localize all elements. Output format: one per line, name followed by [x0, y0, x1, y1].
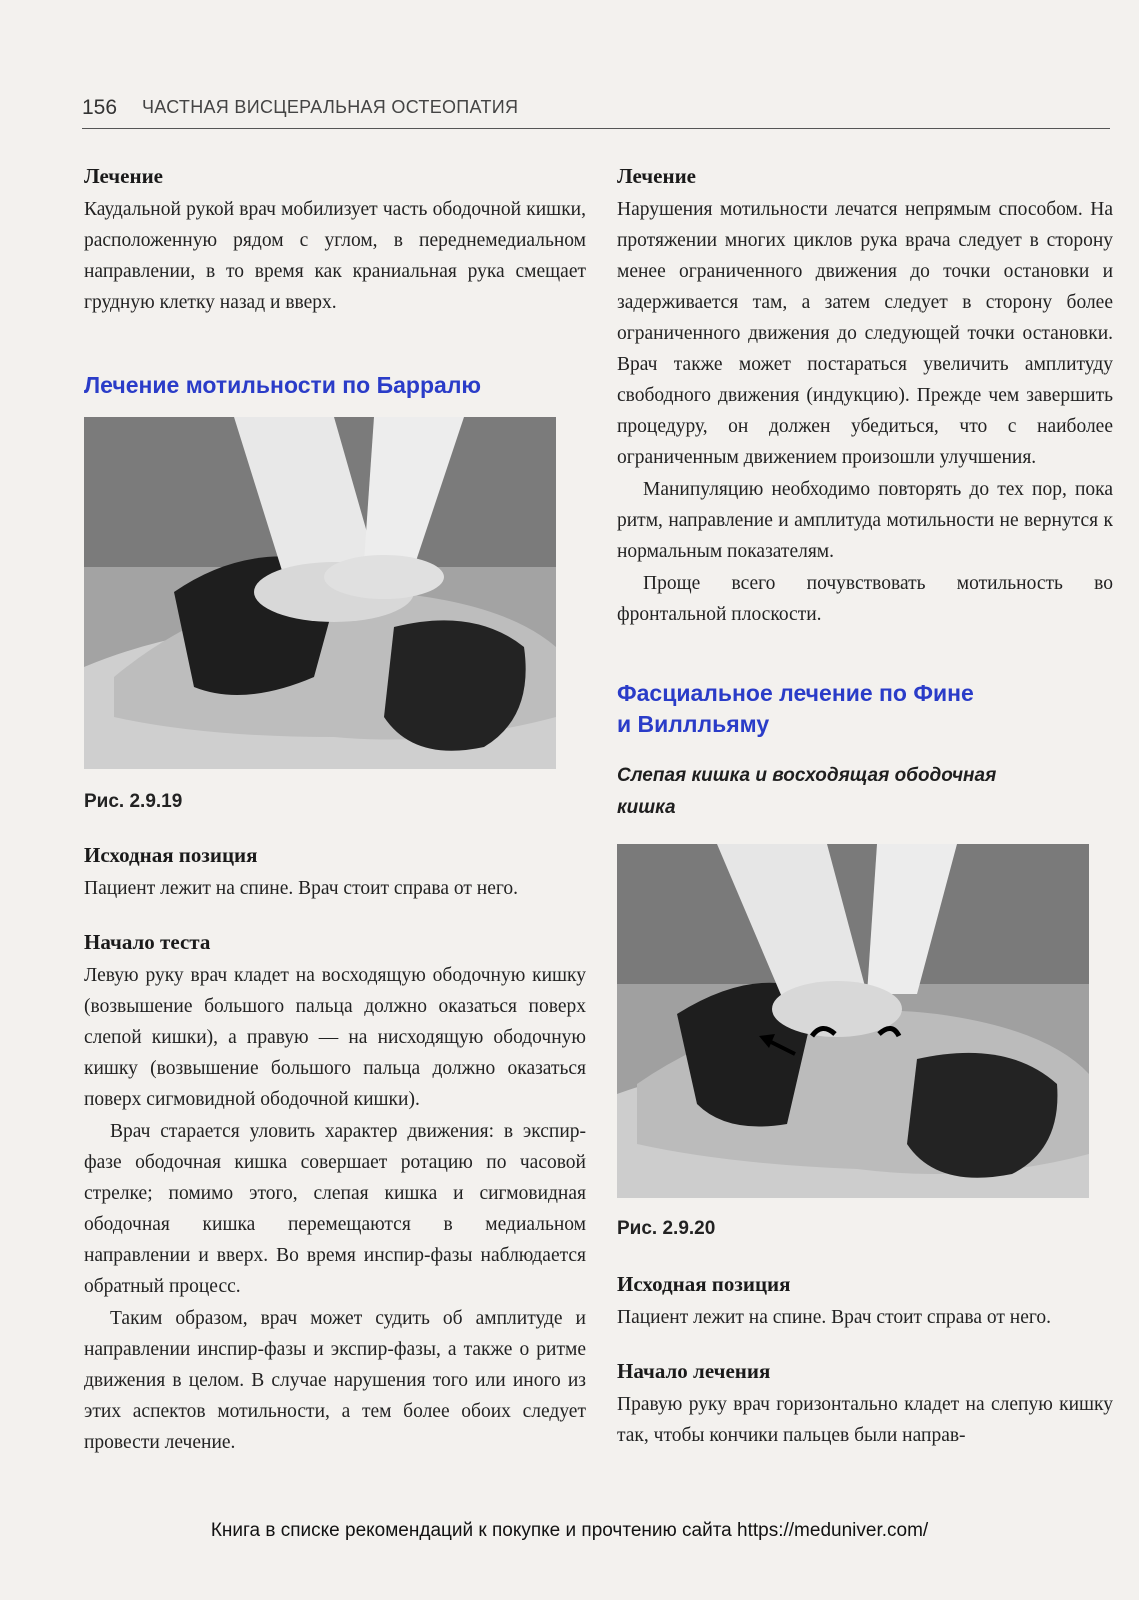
treatment-paragraph-1: Нарушения мотильности лечатся непрямым способом. На протяжении многих циклов рука врача следует в сторону менее ограниченного движения до точки остановки и задерживается там, а затем следует в сторону более ограниченного движения до следующей точки остановки. Врач также может постараться увеличить амплитуду свободного движения (индукцию). Прежде чем завершить процедуру, он должен убедиться, что с наиболее ограниченным движением произошли улучшения.	[617, 199, 1113, 468]
footer-note: Книга в списке рекомендаций к покупке и прочтению сайта https://meduniver.com/	[210, 1520, 929, 1541]
start-position-text-right: Пациент лежит на спине. Врач стоит справа от него.	[617, 1307, 1052, 1328]
treatment-paragraph-3: Проще всего почувствовать мотильность во фронтальной плоскости.	[617, 573, 1113, 625]
figure-photo-2-9-19	[84, 417, 556, 769]
section-title-fascial	[617, 678, 1113, 740]
left-column	[84, 164, 586, 1458]
start-position-text: Пациент лежит на спине. Врач стоит справа от него.	[84, 878, 519, 899]
section-title-fascial-line-1: Фасциальное лечение по Фине	[617, 680, 974, 706]
test-start-paragraph-2: Врач старается уловить характер движения: в экспир-фазе ободочная кишка совершает ротацию по часовой стрелке; помимо этого, слепая кишка и сигмовидная ободочная кишка перемещаются в медиальном направлении и вверх. Во время инспир-фазы наблюдается обратный процесс.	[84, 1121, 586, 1297]
subsection-title	[617, 760, 1113, 824]
subsection-title-line-1: Слепая кишка и восходящая ободочная	[617, 765, 997, 786]
start-position-heading-right: Исходная позиция	[617, 1272, 791, 1296]
subsection-title-line-2: кишка	[617, 797, 676, 818]
treatment-text: Каудальной рукой врач мобилизует часть ободочной кишки, расположенную рядом с углом, в переднемедиальном направлении, в то время как краниальная рука смещает грудную клетку назад и вверх.	[84, 199, 586, 313]
treatment-heading-right: Лечение	[617, 164, 696, 188]
test-start-paragraph-3: Таким образом, врач может судить об амплитуде и направлении инспир-фазы и экспир-фазы, а также о ритме движения в целом. В случае нарушения того или иного из этих аспектов мотильности, а тем более обоих следует провести лечение.	[84, 1308, 586, 1453]
figure-caption-2-9-19: Рис. 2.9.19	[84, 791, 183, 812]
treatment-paragraph-2: Манипуляцию необходимо повторять до тех пор, пока ритм, направление и амплитуда мотильности не вернутся к нормальным показателям.	[617, 479, 1113, 562]
page-number: 156	[82, 96, 118, 119]
page-header	[82, 94, 1110, 129]
treatment-start-text: Правую руку врач горизонтально кладет на слепую кишку так, чтобы кончики пальцев были направ-	[617, 1394, 1113, 1446]
start-position-heading: Исходная позиция	[84, 843, 258, 867]
figure-photo-2-9-20	[617, 844, 1089, 1198]
treatment-start-heading: Начало лечения	[617, 1359, 771, 1383]
test-start-paragraph-1: Левую руку врач кладет на восходящую ободочную кишку (возвышение большого пальца должно оказаться поверх слепой кишки), а правую — на нисходящую ободочную кишку (возвышение большого пальца должно оказаться поверх сигмовидной ободочной кишки).	[84, 965, 586, 1110]
treatment-heading: Лечение	[84, 164, 163, 188]
section-title-fascial-line-2: и Виллльяму	[617, 711, 770, 737]
section-title-barral: Лечение мотильности по Барралю	[84, 372, 482, 398]
running-title: ЧАСТНАЯ ВИСЦЕРАЛЬНАЯ ОСТЕОПАТИЯ	[142, 97, 519, 117]
figure-caption-2-9-20: Рис. 2.9.20	[617, 1218, 716, 1239]
test-start-heading: Начало теста	[84, 930, 211, 954]
right-column	[617, 164, 1113, 1451]
